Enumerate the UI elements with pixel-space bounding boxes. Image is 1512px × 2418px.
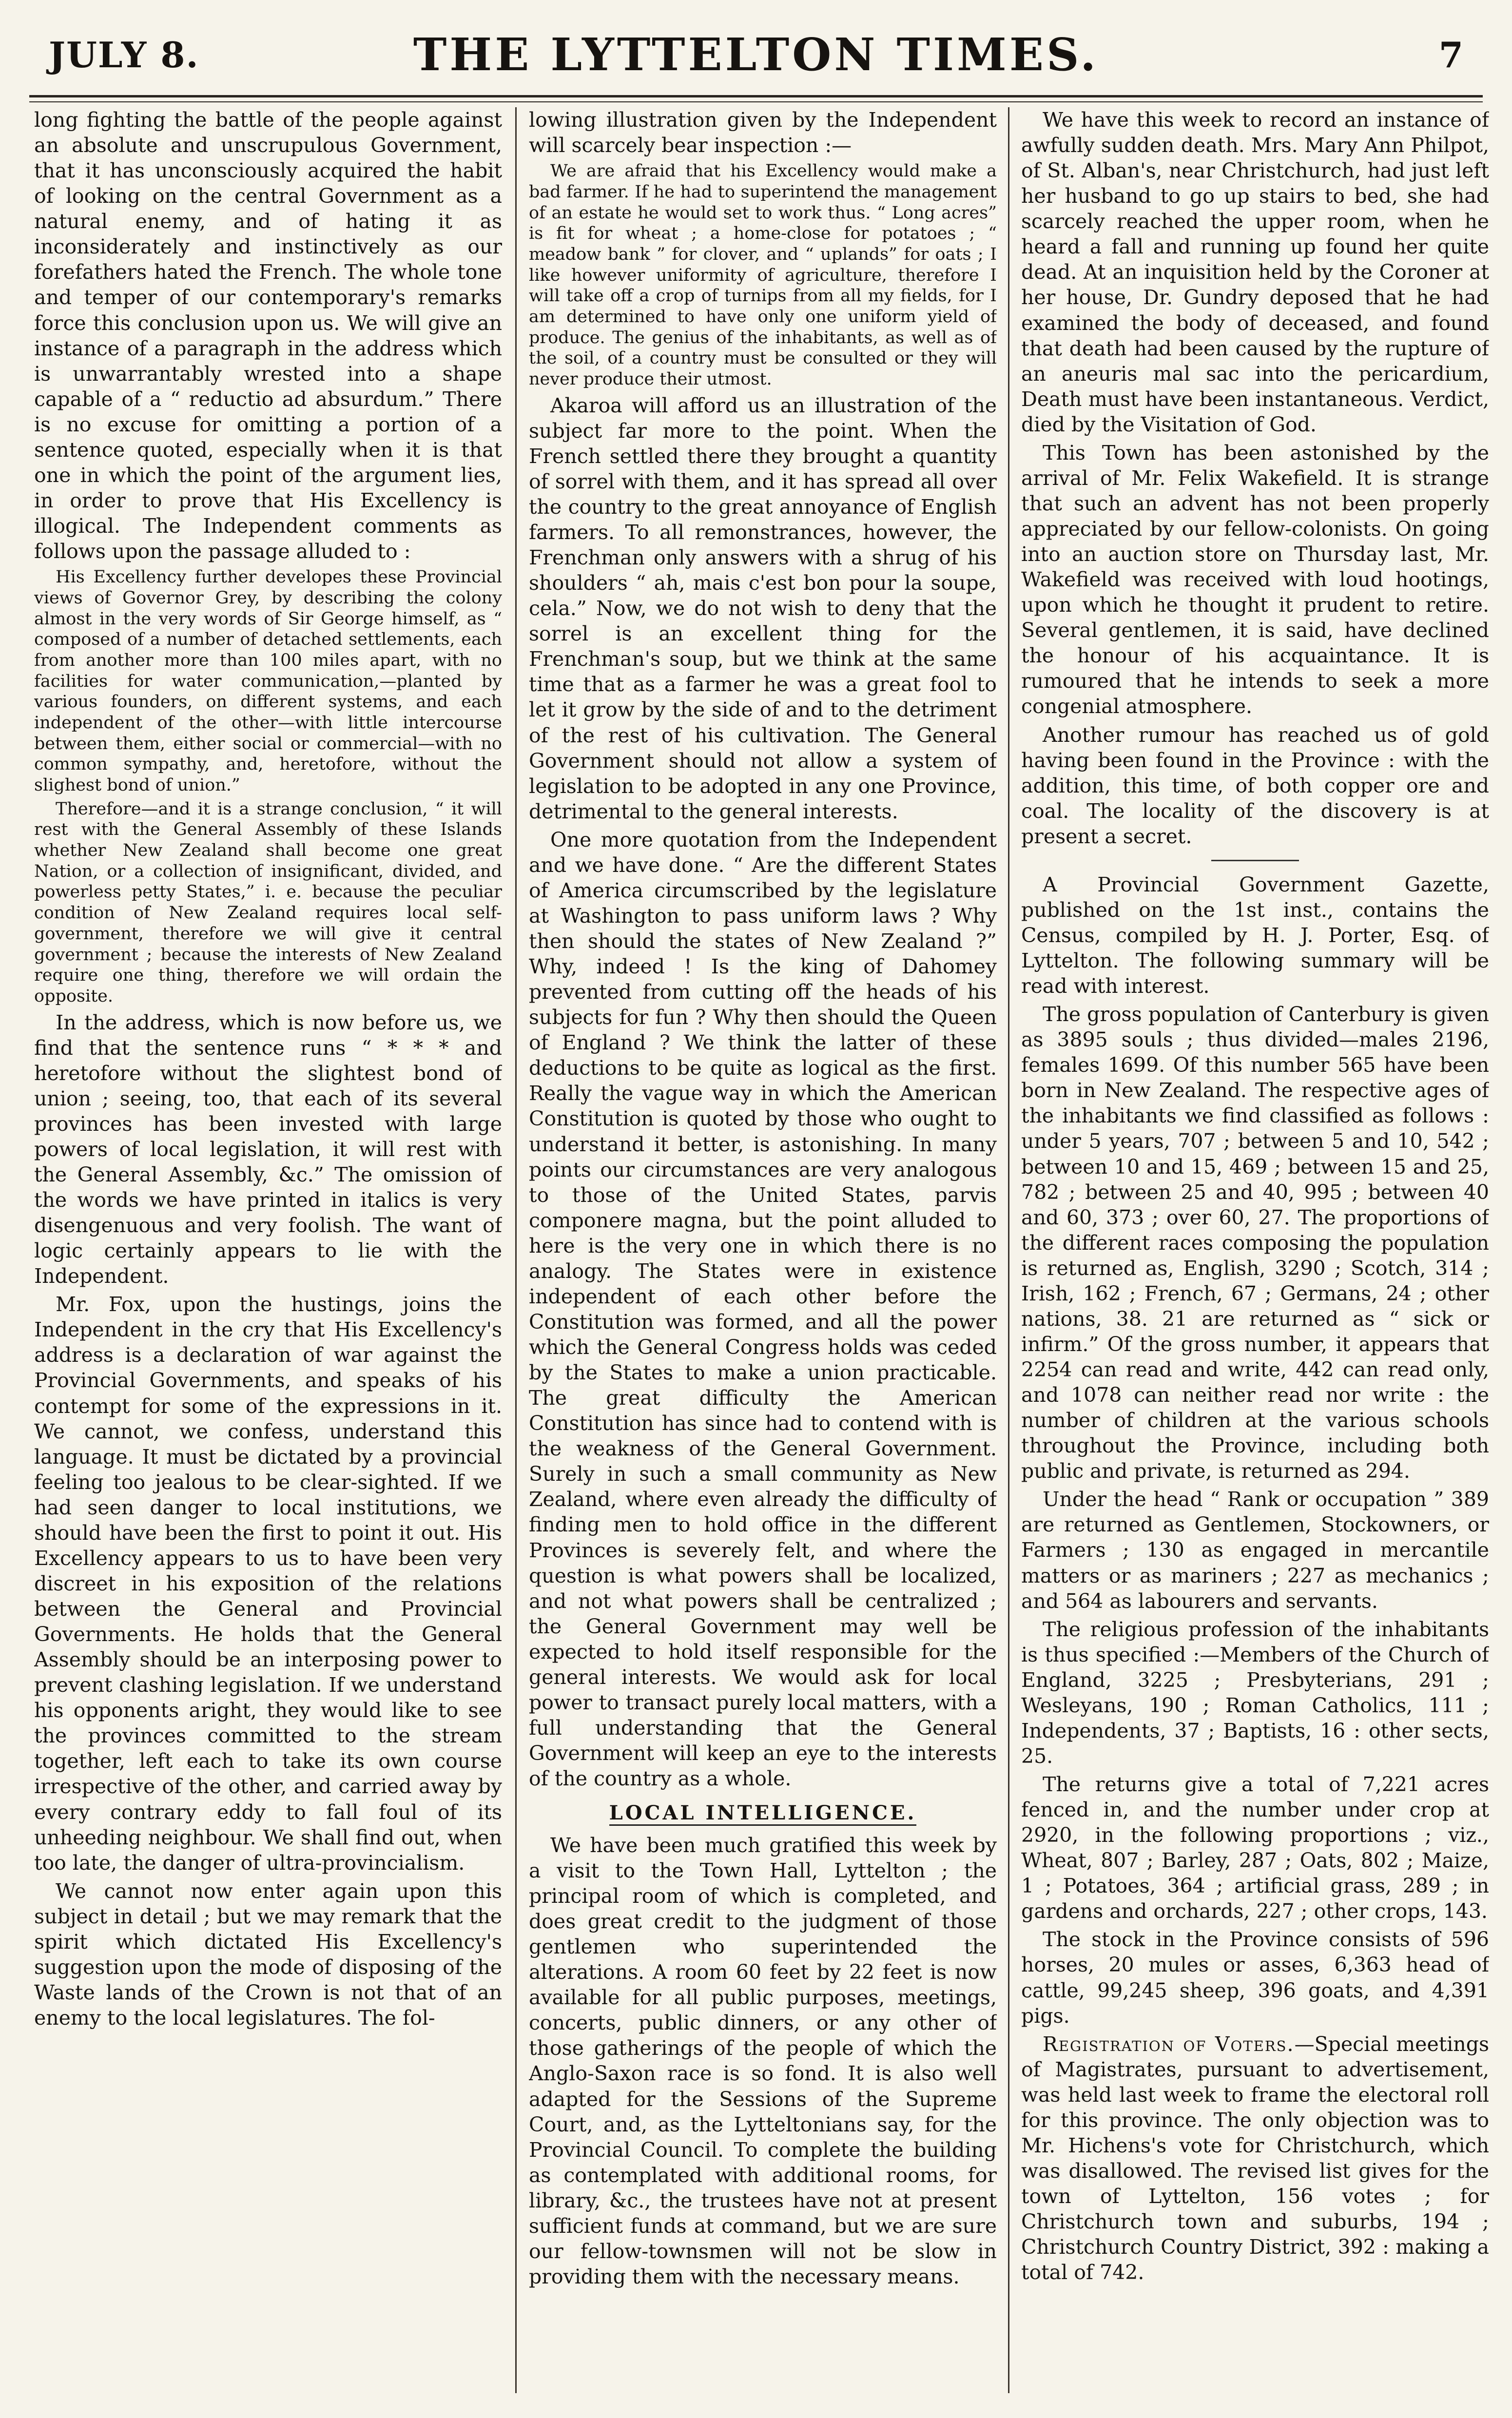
column-3 <box>1021 107 1489 2398</box>
issue-date: JULY 8. <box>49 34 199 76</box>
paragraph: long fighting the battle of the people against an absolute and unscrupulous Government, that it has unconsciously acquired the habit of looking on the central Government as a natural enemy, and of hating it as inconsiderately and instinctively as our forefathers hated the French. The whole tone and temper of our contemporary's remarks force this conclusion upon us. We will give an instance of a paragraph in the address which is unwarrantably wrested into a shape capable of a “ reductio ad absurdum.” There is no excuse for omitting a portion of a sentence quoted, especially when it is that one in which the point of the argument lies, in order to prove that His Excellency is illogical. The Independent comments as follows upon the passage alluded to : <box>34 108 502 563</box>
paragraph: lowing illustration given by the Independent will scarcely bear inspection :— <box>529 108 997 157</box>
section-heading-text: LOCAL INTELLIGENCE. <box>609 1801 917 1826</box>
paragraph: The gross population of Canterbury is given as 3895 souls ; thus divided—males 2196, females 1699. Of this number 565 have been born in New Zealand. The respective ages of the inhabitants we find classified as follows : under 5 years, 707 ; between 5 and 10, 542 ; between 10 and 15, 469 ; between 15 and 25, 782 ; between 25 and 40, 995 ; between 40 and 60, 373 ; over 60, 27. The proportions of the different races composing the population is returned as, English, 3290 ; Scotch, 314 ; Irish, 162 ; French, 67 ; Germans, 24 ; other nations, 38. 21 are returned as “ sick or infirm.” Of the gross number, it appears that 2254 can read and write, 442 can read only, and 1078 can neither read nor write : the number of children at the various schools throughout the Province, including both public and private, is returned as 294. <box>1021 1003 1489 1483</box>
paragraph-body: —Special meetings of Magistrates, pursuant to advertisement, was held last week to frame the electoral roll for this province. The only objection was to Mr. Hichens's vote for Christchurch, which was disallowed. The revised list gives for the town of Lyttelton, 156 votes ; for Christchurch town and suburbs, 194 ; Christchurch Country District, 392 : making a total of 742. <box>1021 2032 1489 2284</box>
paragraph: The stock in the Province consists of 596 horses, 20 mules or asses, 6,363 head of cattle, 99,245 sheep, 396 goats, and 4,391 pigs. <box>1021 1928 1489 2028</box>
paragraph: His Excellency further developes these Provincial views of Governor Grey, by describing the colony almost in the very words of Sir George himself, as “ composed of a number of detached settlements, each from another more than 100 miles apart, with no facilities for water communication,—planted by various founders, on different systems, and each independent of the other—with little intercourse between them, either social or commercial—with no common sympathy, and, heretofore, without the slighest bond of union.” <box>34 567 502 795</box>
paragraph: The returns give a total of 7,221 acres fenced in, and the number under crop at 2920, in the following proportions ; viz., Wheat, 807 ; Barley, 287 ; Oats, 802 ; Maize, 1 ; Potatoes, 364 ; artificial grass, 289 ; in gardens and orchards, 227 ; other crops, 143. <box>1021 1773 1489 1923</box>
masthead-rule <box>29 95 1483 102</box>
paragraph: A Provincial Government Gazette, published on the 1st inst., contains the Census, compiled by H. J. Porter, Esq. of Lyttelton. The following summary will be read with interest. <box>1021 872 1489 998</box>
paragraph: We have this week to record an instance of awfully sudden death. Mrs. Mary Ann Philpot, of St. Alban's, near Christchurch, had just left her husband to go up stairs to bed, she had scarcely reached the upper room, when he heard a fall and running up found her quite dead. At an inquisition held by the Coroner at her house, Dr. Gundry deposed that he had examined the body of deceased, and found that death had been caused by the rupture of an aneuris mal sac into the pericardium, Death must have been instantaneous. Verdict, died by the Visitation of God. <box>1021 108 1489 436</box>
paragraph: Mr. Fox, upon the hustings, joins the Independent in the cry that His Excellency's address is a declaration of war against the Provincial Governments, and speaks of his contempt for some of the expressions in it. We cannot, we confess, understand this language. It must be dictated by a provincial feeling too jealous to be clear-sighted. If we had seen danger to local institutions, we should have been the first to point it out. His Excellency appears to us to have been very discreet in his exposition of the relations between the General and Provincial Governments. He holds that the General Assembly should be an interposing power to prevent clashing legislation. If we understand his opponents aright, they would like to see the provinces committed to the stream together, left each to take its own course irrespective of the other, and carried away by every contrary eddy to fall foul of its unheeding neighbour. We shall find out, when too late, the danger of ultra-provincialism. <box>34 1293 502 1875</box>
column-2 <box>529 107 997 2398</box>
paragraph: The religious profession of the inhabitants is thus specified :—Members of the Church of England, 3225 ; Presbyterians, 291 ; Wesleyans, 190 ; Roman Catholics, 111 ; Independents, 37 ; Baptists, 16 : other sects, 25. <box>1021 1617 1489 1768</box>
paragraph: Another rumour has reached us of gold having been found in the Province : with the addition, this time, of both copper ore and coal. The locality of the discovery is at present a secret. <box>1021 723 1489 848</box>
section-divider <box>1211 860 1299 861</box>
paragraph: We have been much gratified this week by a visit to the Town Hall, Lyttelton ; the principal room of which is completed, and does great credit to the judgment of those gentlemen who superintended the alterations. A room 60 feet by 22 feet is now available for all public purposes, meetings, concerts, public dinners, or any other of those gatherings of the people of which the Anglo-Saxon race is so fond. It is also well adapted for the Sessions of the Supreme Court, and, as the Lytteltonians say, for the Provincial Council. To complete the building as contemplated with additional rooms, for library, &c., the trustees have not at present sufficient funds at command, but we are sure our fellow-townsmen will not be slow in providing them with the necessary means. <box>529 1833 997 2288</box>
newspaper-title: THE LYTTELTON TIMES. <box>413 28 1099 81</box>
masthead <box>29 19 1483 88</box>
paragraph: Under the head “ Rank or occupation ” 389 are returned as Gentlemen, Stockowners, or Farmers ; 130 as engaged in mercantile matters or as mariners ; 227 as mechanics ; and 564 as labourers and servants. <box>1021 1488 1489 1613</box>
page-number: 7 <box>1438 34 1463 76</box>
column-1 <box>34 107 502 2398</box>
paragraph-lead: Registration of Voters. <box>1043 2032 1295 2056</box>
section-heading <box>529 1801 997 1826</box>
paragraph: This Town has been astonished by the arrival of Mr. Felix Wakefield. It is strange that such an advent has not been properly appreciated by our fellow-colonists. On going into an auction store on Thursday last, Mr. Wakefield was received with loud hootings, upon which he thought it prudent to retire. Several gentlemen, it is said, have declined the honour of his acquaintance. It is rumoured that he intends to seek a more congenial atmosphere. <box>1021 441 1489 718</box>
column-divider <box>515 107 517 2393</box>
paragraph <box>1021 2031 1489 2285</box>
paragraph: In the address, which is now before us, we find that the sentence runs “ * * * and heretofore without the slightest bond of union ; seeing, too, that each of its several provinces has been invested with large powers of local legislation, it will rest with the General Assembly, &c.” The omission of the words we have printed in italics is very disengenuous and very foolish. The want of logic certainly appears to lie with the Independent. <box>34 1010 502 1288</box>
paragraph: We cannot now enter again upon this subject in detail ; but we may remark that the spirit which dictated His Excellency's suggestion upon the mode of disposing of the Waste lands of the Crown is not that of an enemy to the local legislatures. The fol- <box>34 1879 502 2030</box>
paragraph: We are afraid that his Excellency would make a bad farmer. If he had to superintend the management of an estate he would set to work thus. “ Long acres” is fit for wheat ; a home-close for potatoes ; “ meadow bank ” for clover, and “ uplands” for oats ; I like however uniformity of agriculture, therefore I will take off a crop of turnips from all my fields, for I am determined to have only one uniform yield of produce. The genius of the inhabitants, as well as of the soil, of a country must be consulted or they will never produce their utmost. <box>529 161 997 389</box>
column-divider <box>1008 107 1009 2393</box>
paragraph: Akaroa will afford us an illustration of the subject far more to the point. When the French settled there they brought a quantity of sorrel with them, and it has spread all over the country to the great annoyance of English farmers. To all remonstrances, however, the Frenchman only answers with a shrug of his shoulders “ ah, mais c'est bon pour la soupe, cela.” Now, we do not wish to deny that the sorrel is an excellent thing for the Frenchman's soup, but we think at the same time that as a farmer he was a great fool to let it grow by the side of and to the detriment of the rest of his cultivation. The General Government should not allow a system of legislation to be adopted in any one Province, detrimental to the general interests. <box>529 393 997 823</box>
paragraph: Therefore—and it is a strange conclusion, “ it will rest with the General Assembly of these Islands whether New Zealand shall become one great Nation, or a collection of insignificant, divided, and powerless petty States,” i. e. because the peculiar condition of New Zealand requires local self-government, therefore we will give it central government ; because the interests of New Zealand require one thing, therefore we will ordain the opposite. <box>34 799 502 1006</box>
paragraph: One more quotation from the Independent and we have done. “ Are the different States of America circumscribed by the legislature at Washington to pass uniform laws ? Why then should the states of New Zealand ?” Why, indeed ! Is the king of Dahomey prevented from cutting off the heads of his subjects for fun ? Why then should the Queen of England ? We think the latter of these deductions to be quite as logical as the first. Really the vague way in which the American Constitution is quoted by those who ought to understand it better, is astonishing. In many points our circumstances are very analogous to those of the United States, parvis componere magna, but the point alluded to here is the very one in which there is no analogy. The States were in existence independent of each other before the Constitution was formed, and all the power which the General Congress holds was ceded by the States to make a union practicable. The great difficulty the American Constitution has since had to contend with is the weakness of the General Government. Surely in such a small community as New Zealand, where even already the difficulty of finding men to hold office in the different Provinces is severely felt, and where the question is what powers shall be localized, and not what powers shall be centralized ; the General Government may well be expected to hold itself responsible for the general interests. We would ask for local power to transact purely local matters, with a full understanding that the General Government will keep an eye to the interests of the country as a whole. <box>529 828 997 1791</box>
